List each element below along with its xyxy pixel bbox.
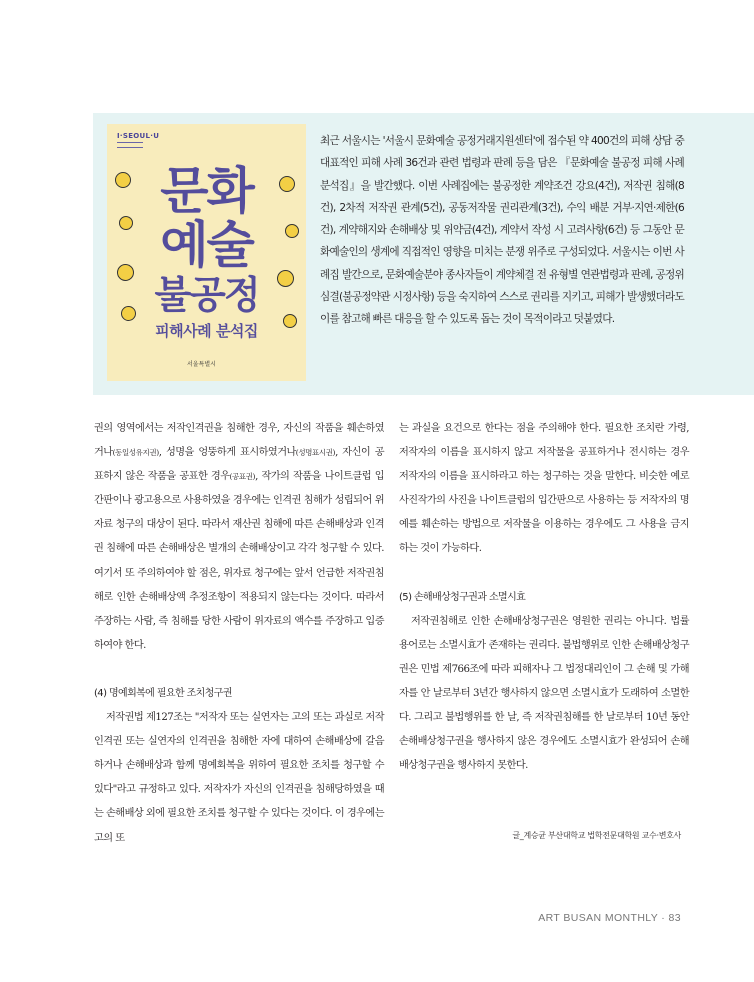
cover-title-line3: 불공정 bbox=[154, 273, 259, 317]
intro-text: 최근 서울시는 '서울시 문화예술 공정거래지원센터'에 접수된 약 400건의 피해 상담 중 대표적인 피해 사례 36건과 관련 법령과 판례 등을 담은 『문화예술 불공정 피해 사례분석집』을 발간했다. 이번 사례집에는 불공정한 계약조건 강요(4건), 저작권 침해(8건), 2차적 저작권 관계(5건), 공동저작물 권리관계(3건), 수익 배분 거부·지연·제한(6건), 계약해지와 손해배상 및 위약금(4건), 계약서 작성 시 고려사항(6건) 등 그동안 문화예술인의 생계에 직접적인 영향을 미치는 분쟁 위주로 구성되었다. 서울시는 이번 사례집 발간으로, 문화예술분야 종사자들이 계약체결 전 유형별 연관법령과 판례, 공정위 심결(불공정약관 시정사항) 등을 숙지하여 스스로 권리를 지키고, 피해가 발생했더라도 이를 참고해 빠른 대응을 할 수 있도록 돕는 것이 목적이라고 덧붙였다. bbox=[320, 135, 684, 326]
left-paragraph-1: 권의 영역에서는 저작인격권을 침해한 경우, 자신의 작품을 훼손하였거나(동일성유지권), 성명을 엉뚱하게 표시하였거나(성명표시권), 자신이 공표하지 않은 작품을 공표한 경우(공표권), 작가의 작품을 나이트클럽 입간판이나 광고용으로 사용하였을 경우에는 인격권 침해가 성립되어 위자료 청구의 대상이 된다. 따라서 재산권 침해에 따른 손해배상과 인격권 침해에 따른 손해배상은 별개의 손해배상이고 각각 청구할 수 있다. 여기서 또 주의하여야 할 점은, 위자료 청구에는 앞서 언급한 저작권침해로 인한 손해배상액 추정조항이 적용되지 않는다는 것이다. 따라서 주장하는 사람, 즉 침해를 당한 사람이 위자료의 액수를 주장하고 입증하여야 한다. bbox=[94, 423, 384, 651]
section-heading-4: (4) 명예회복에 필요한 조치청구권 bbox=[94, 687, 232, 699]
page-footer: ART BUSAN MONTHLY · 83 bbox=[538, 912, 681, 924]
doodle-illustration bbox=[117, 264, 134, 281]
doodle-illustration bbox=[285, 224, 299, 238]
right-paragraph-1: 는 과실을 요건으로 한다는 점을 주의해야 한다. 필요한 조치란 가령, 저작자의 이름을 표시하지 않고 저작물을 공표하거나 전시하는 경우 저작자의 이름을 표시하라고 하는 청구하는 것을 말한다. 비슷한 예로 사진작가의 사진을 나이트클럽의 입간판으로 사용하는 등 저작자의 명예를 훼손하는 방법으로 저작물을 이용하는 경우에도 그 사용을 금지하는 것이 가능하다. bbox=[399, 423, 689, 555]
right-column bbox=[399, 417, 689, 778]
section-heading-5: (5) 손해배상청구권과 소멸시효 bbox=[399, 591, 526, 603]
cover-title-line2: 예술 bbox=[160, 216, 253, 274]
doodle-illustration bbox=[283, 314, 297, 328]
left-column bbox=[94, 417, 384, 851]
doodle-illustration bbox=[121, 306, 136, 321]
right-paragraph-2: 저작권침해로 인한 손해배상청구권은 영원한 권리는 아니다. 법률용어로는 소멸시효가 존재하는 권리다. 불법행위로 인한 손해배상청구권은 민법 제766조에 따라 피해자나 그 법정대리인이 그 손해 및 가해자를 안 날로부터 3년간 행사하지 않으면 소멸시효가 도래하여 소멸한다. 그리고 불법행위를 한 날, 즉 저작권침해를 한 날로부터 10년 동안 손해배상청구권을 행사하지 않은 경우에도 소멸시효가 완성되어 손해배상청구권을 행사하지 못한다. bbox=[399, 615, 689, 772]
doodle-illustration bbox=[115, 172, 131, 188]
doodle-illustration bbox=[119, 216, 133, 230]
cover-publisher: 서울특별시 bbox=[187, 361, 216, 368]
cover-title-line1: 문화 bbox=[160, 162, 253, 220]
cover-subtitle: 피해사례 분석집 bbox=[155, 322, 258, 340]
left-paragraph-2: 저작권법 제127조는 "저작자 또는 실연자는 고의 또는 과실로 저작인격권 또는 실연자의 인격권을 침해한 자에 대하여 손해배상에 갈음하거나 손해배상과 함께 명예회복을 위하여 필요한 조치를 청구할 수 있다"라고 규정하고 있다. 저작자가 자신의 인격권을 침해당하였을 때는 손해배상 외에 필요한 조치를 청구할 수 있다는 것이다. 이 경우에는 고의 또 bbox=[94, 712, 384, 844]
book-cover-image bbox=[107, 124, 306, 381]
cover-logo: I·SEOUL·U bbox=[117, 132, 160, 140]
cover-logo-underline bbox=[117, 142, 143, 148]
author-byline: 글_계승균 부산대학교 법학전문대학원 교수·변호사 bbox=[512, 831, 681, 840]
doodle-illustration bbox=[279, 176, 295, 192]
doodle-illustration bbox=[277, 270, 294, 287]
